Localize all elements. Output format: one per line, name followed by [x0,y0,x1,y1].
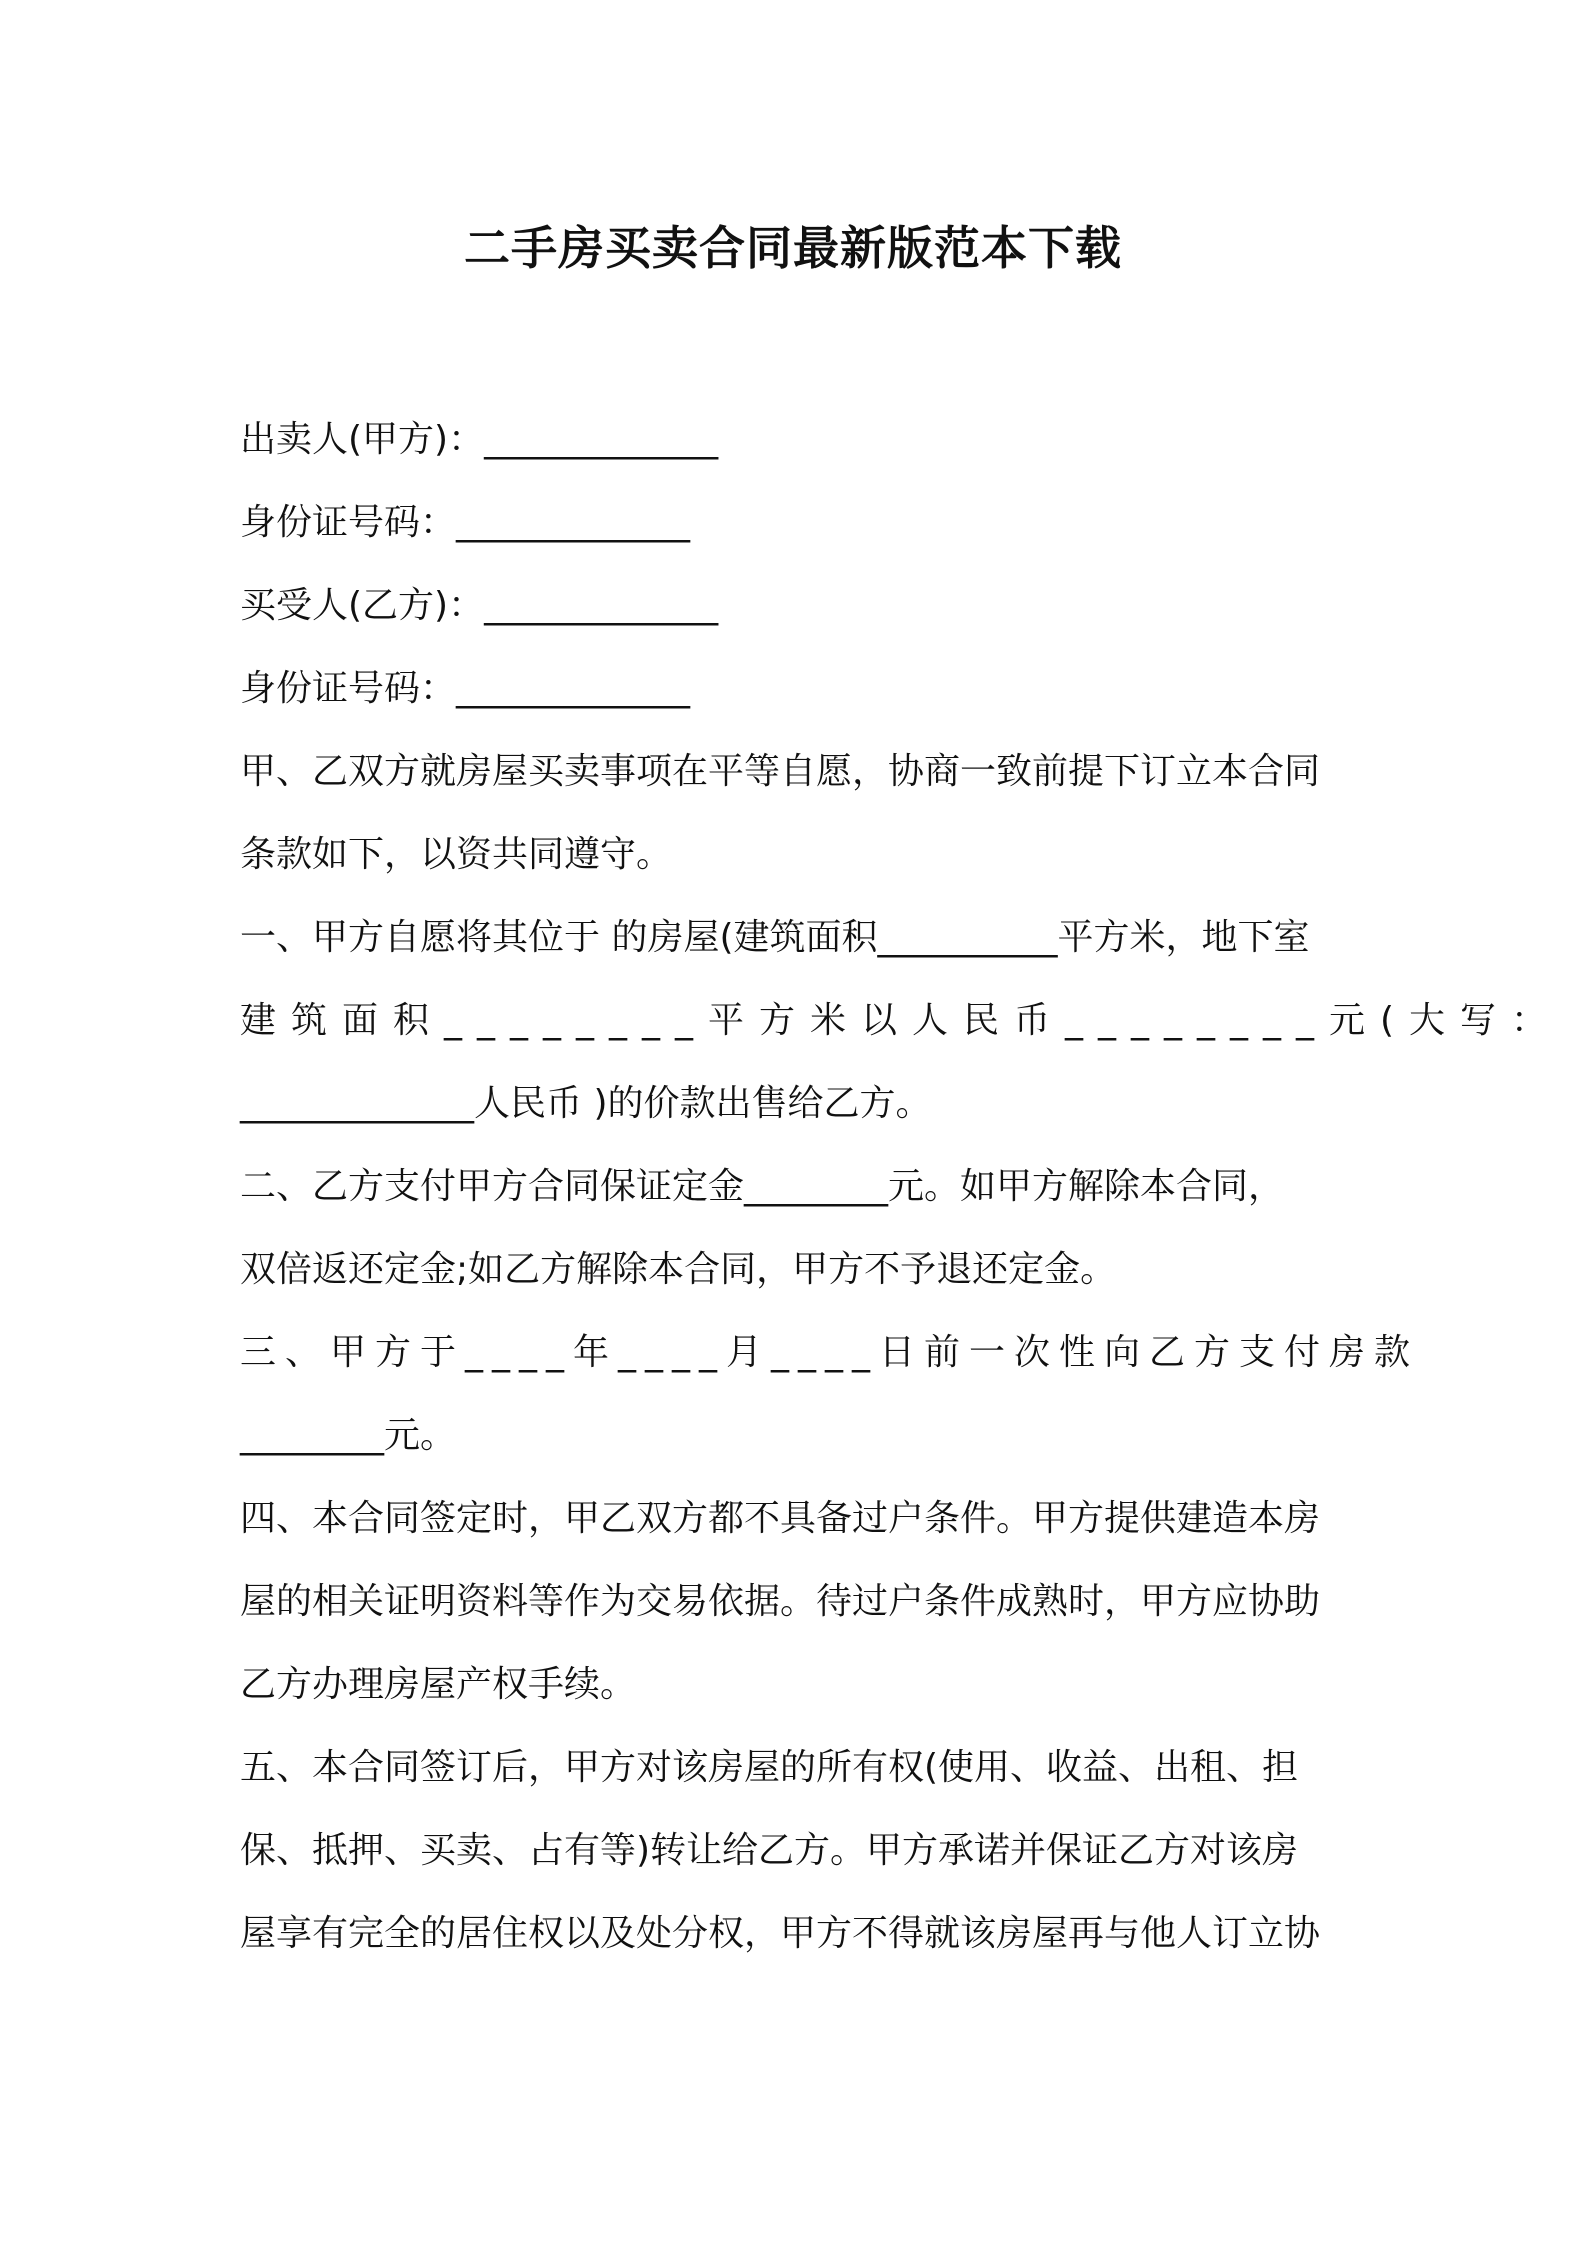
seller-id-line: 身份证号码：_____________ [240,502,691,543]
clause2-line-1: 二、乙方支付甲方合同保证定金________元。如甲方解除本合同， [240,1166,1285,1207]
clause4-line-1: 四、本合同签定时，甲乙双方都不具备过户条件。甲方提供建造本房 [240,1498,1321,1539]
clause2-line-2: 双倍返还定金;如乙方解除本合同，甲方不予退还定金。 [240,1249,1117,1290]
seller-line: 出卖人(甲方)：_____________ [240,419,719,460]
clause1-line-2: 建筑面积________平方米以人民币________元(大写： [240,1000,1563,1041]
clause4-line-2: 屋的相关证明资料等作为交易依据。待过户条件成熟时，甲方应协助 [240,1581,1321,1622]
clause3-line-2: ________元。 [240,1415,457,1456]
intro-line-1: 甲、乙双方就房屋买卖事项在平等自愿，协商一致前提下订立本合同 [240,751,1321,792]
buyer-line: 买受人(乙方)：_____________ [240,585,719,626]
document-title: 二手房买卖合同最新版范本下载 [464,221,1122,275]
intro-line-2: 条款如下，以资共同遵守。 [240,834,673,875]
clause1-line-3: _____________人民币 )的价款出售给乙方。 [240,1083,932,1124]
clause3-line-1: 三、甲方于____年____月____日前一次性向乙方支付房款 [240,1332,1420,1373]
clause4-line-3: 乙方办理房屋产权手续。 [240,1664,637,1705]
clause5-line-3: 屋享有完全的居住权以及处分权，甲方不得就该房屋再与他人订立协 [240,1913,1321,1954]
clause1-line-1: 一、甲方自愿将其位于 的房屋(建筑面积__________平方米，地下室 [240,917,1310,958]
clause5-line-1: 五、本合同签订后，甲方对该房屋的所有权(使用、收益、出租、担 [240,1747,1299,1788]
buyer-id-line: 身份证号码：_____________ [240,668,691,709]
clause5-line-2: 保、抵押、买卖、占有等)转让给乙方。甲方承诺并保证乙方对该房 [240,1830,1299,1871]
